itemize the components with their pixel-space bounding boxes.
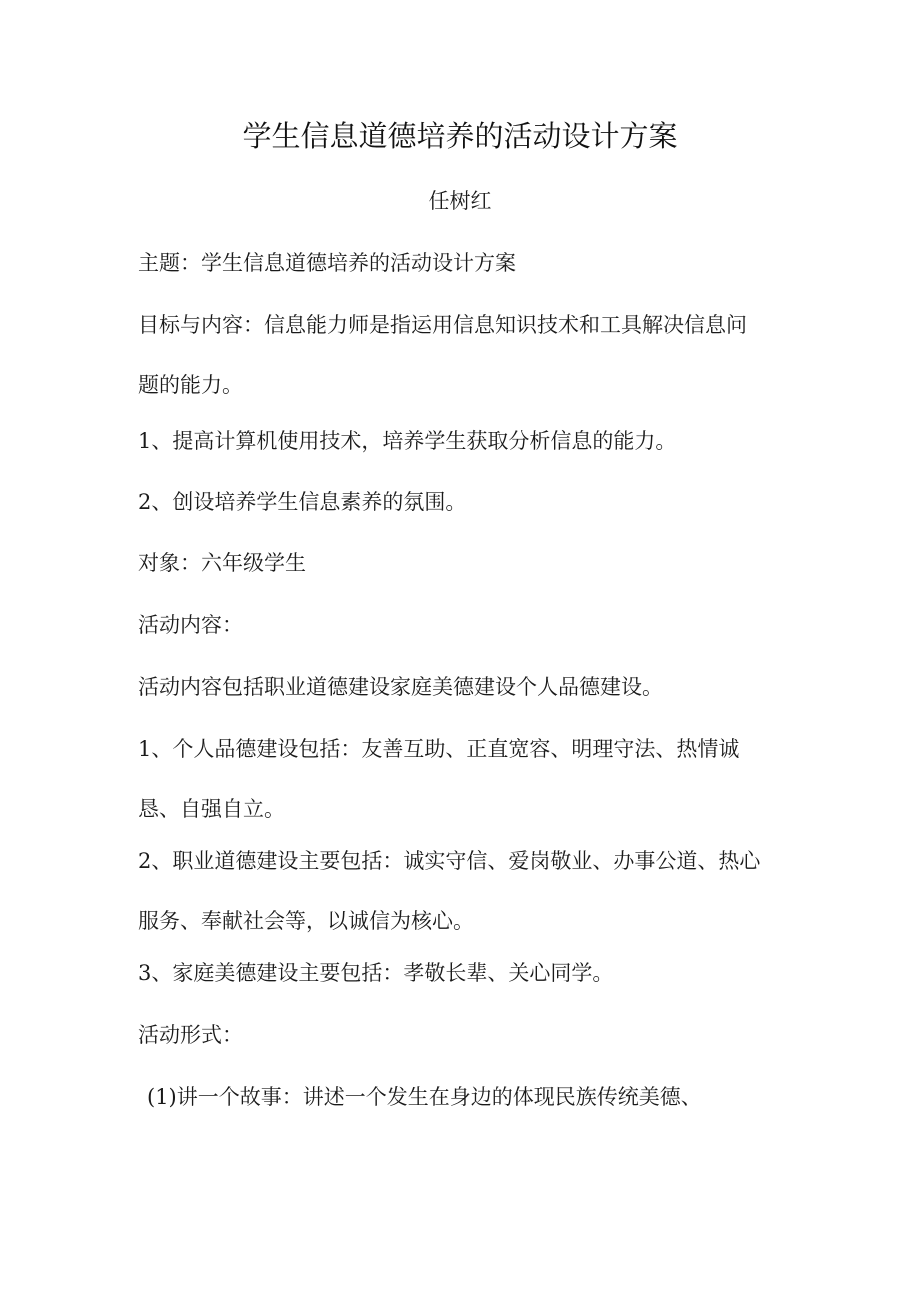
document-title: 学生信息道德培养的活动设计方案	[242, 119, 678, 153]
paragraph-goal-1	[138, 426, 788, 456]
paragraph-line: 题的能力。	[138, 373, 243, 397]
paragraph-activity-form-1	[147, 1082, 797, 1112]
paragraph-content-summary	[138, 672, 788, 702]
paragraph-professional-ethics	[138, 846, 788, 936]
paragraph-line: 活动内容包括职业道德建设家庭美德建设个人品德建设。	[138, 675, 663, 699]
document-author: 任树红	[428, 189, 492, 213]
paragraph-line: (1)讲一个故事：讲述一个发生在身边的体现民族传统美德、	[147, 1085, 702, 1109]
paragraph-personal-ethics	[138, 734, 788, 824]
paragraph-activity-form-heading	[138, 1020, 788, 1050]
paragraph-line: 1、提高计算机使用技术，培养学生获取分析信息的能力。	[138, 429, 677, 453]
paragraph-line: 1、个人品德建设包括：友善互助、正直宽容、明理守法、热情诚	[138, 737, 740, 761]
paragraph-goals	[138, 310, 788, 400]
paragraph-line: 2、职业道德建设主要包括：诚实守信、爱岗敬业、办事公道、热心	[138, 849, 761, 873]
paragraph-goal-2	[138, 487, 788, 517]
paragraph-line: 3、家庭美德建设主要包括：孝敬长辈、关心同学。	[138, 961, 614, 985]
paragraph-family-virtues	[138, 958, 788, 988]
paragraph-line: 2、创设培养学生信息素养的氛围。	[138, 490, 467, 514]
paragraph-line: 对象：六年级学生	[138, 551, 306, 575]
paragraph-line: 活动内容：	[138, 613, 243, 637]
paragraph-line: 服务、奉献社会等，以诚信为核心。	[138, 909, 474, 933]
paragraph-topic	[138, 248, 788, 278]
paragraph-line: 活动形式：	[138, 1023, 243, 1047]
paragraph-line: 目标与内容：信息能力师是指运用信息知识技术和工具解决信息问	[138, 313, 747, 337]
paragraph-line: 恳、自强自立。	[138, 797, 285, 821]
paragraph-content-heading	[138, 610, 788, 640]
paragraph-line: 主题：学生信息道德培养的活动设计方案	[138, 251, 516, 275]
paragraph-audience	[138, 548, 788, 578]
